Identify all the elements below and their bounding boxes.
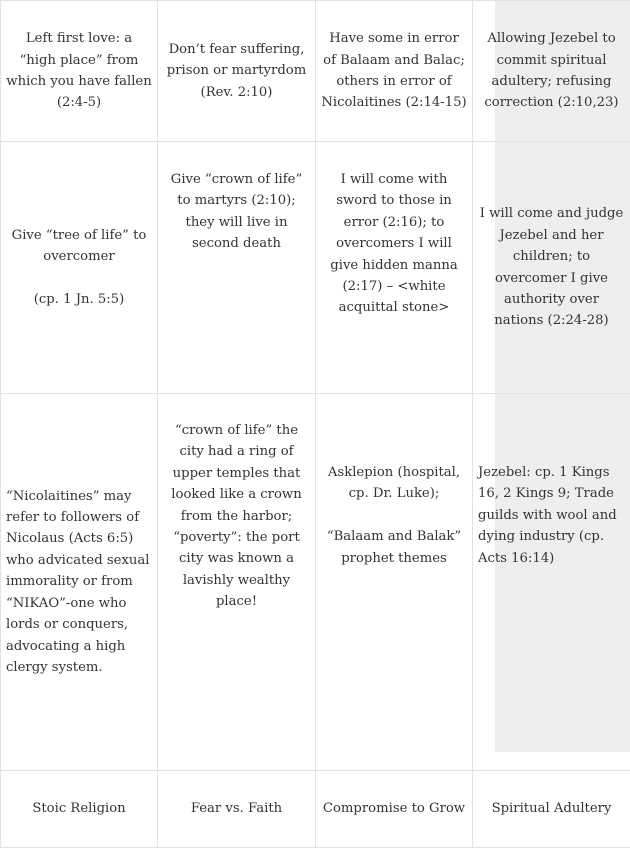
cell-text: Compromise to Grow: [321, 798, 467, 819]
cell-text: Jezebel: cp. 1 Kings 16, 2 Kings 9; Trade guilds with wool and dying industry (cp. Acts 16:14): [478, 462, 625, 569]
table-cell: [316, 142, 473, 394]
cell-text: Spiritual Adultery: [478, 798, 625, 819]
table-cell: [473, 394, 630, 771]
cell-text: I will come and judge Jezebel and her children; to overcomer I give authority over nations (2:24-28): [478, 203, 625, 331]
cell-text: Don’t fear suffering, prison or martyrdom (Rev. 2:10): [163, 39, 310, 103]
table-cell: [473, 142, 630, 394]
cell-text: Give “tree of life” to overcomer (cp. 1 Jn. 5:5): [6, 225, 152, 311]
table-cell: [316, 1, 473, 142]
table-cell: [473, 771, 630, 848]
table-cell: [1, 394, 158, 771]
cell-text: “crown of life” the city had a ring of upper temples that looked like a crown from the harbor; “poverty”: the port city was known a lavishly wealthy place!: [163, 420, 310, 613]
cell-text: Stoic Religion: [6, 798, 152, 819]
table-cell: [158, 394, 316, 771]
table-cell: [316, 771, 473, 848]
table-row: [1, 394, 630, 771]
cell-text: I will come with sword to those in error (2:16); to overcomers I will give hidden manna (2:17) – <white acquittal stone>: [321, 169, 467, 319]
table-cell: [158, 1, 316, 142]
cell-text: Fear vs. Faith: [163, 798, 310, 819]
table-cell: [1, 142, 158, 394]
cell-text: “Nicolaitines” may refer to followers of Nicolaus (Acts 6:5) who advicated sexual immorality or from “NIKAO”-one who lords or conquers, advocating a high clergy system.: [6, 486, 152, 679]
table-row: [1, 1, 630, 142]
cell-text: Have some in error of Balaam and Balac; others in error of Nicolaitines (2:14-15): [321, 28, 467, 114]
cell-text: Allowing Jezebel to commit spiritual adultery; refusing correction (2:10,23): [478, 28, 625, 114]
table-cell: [1, 1, 158, 142]
table-cell: [158, 771, 316, 848]
table-row: [1, 142, 630, 394]
table-cell: [473, 1, 630, 142]
table-row: [1, 771, 630, 848]
table-cell: [158, 142, 316, 394]
cell-text: Give “crown of life” to martyrs (2:10); they will live in second death: [163, 169, 310, 255]
cell-text: Left first love: a “high place” from which you have fallen (2:4-5): [6, 28, 152, 114]
table-cell: [316, 394, 473, 771]
table-cell: [1, 771, 158, 848]
cell-text: Asklepion (hospital, cp. Dr. Luke); “Balaam and Balak” prophet themes: [321, 462, 467, 569]
